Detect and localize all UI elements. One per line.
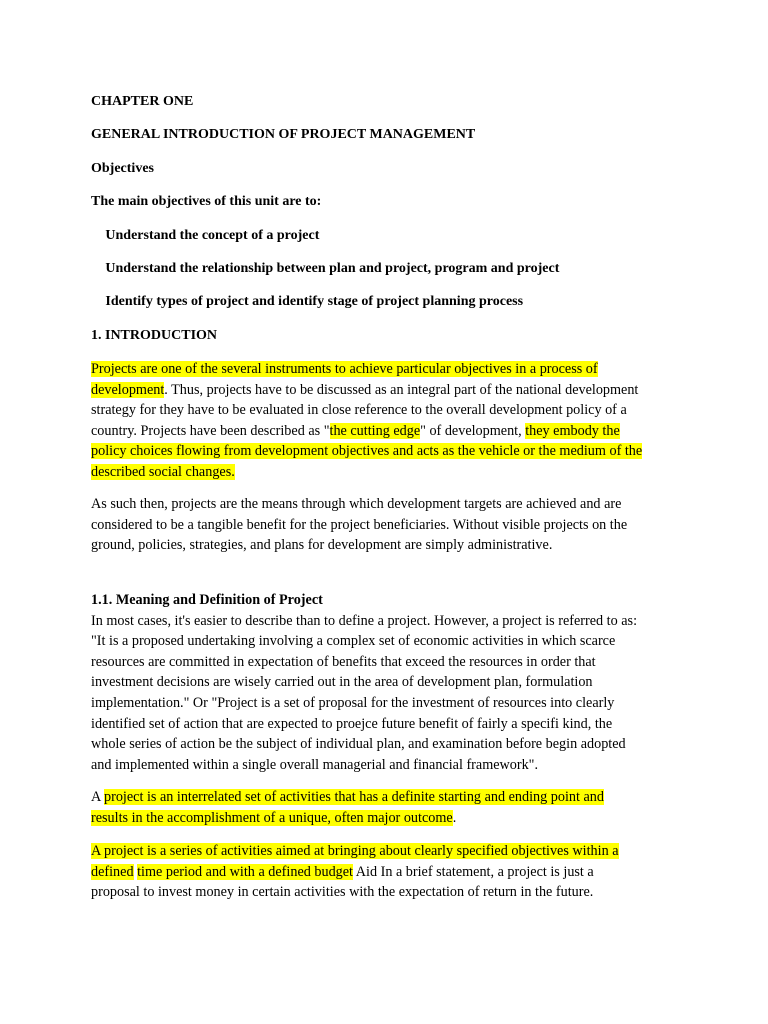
objective-text: Understand the concept of a project (91, 228, 305, 243)
chapter-title: GENERAL INTRODUCTION OF PROJECT MANAGEMENT (91, 127, 476, 142)
text-line (91, 380, 691, 401)
objective-item-3 (91, 294, 523, 310)
text-line: "It is a proposed undertaking involving a complex set of economic activities in which scarce (91, 633, 616, 650)
bullet-icon (91, 228, 102, 243)
definition-section (91, 590, 691, 775)
text-line (91, 808, 691, 829)
intro-paragraph-1 (91, 359, 691, 483)
plain-text: country. Projects have been described as " (91, 422, 330, 439)
text-line (91, 462, 691, 483)
objective-item-2 (91, 261, 559, 277)
text-line (91, 359, 691, 380)
plain-text: . (452, 809, 457, 826)
objective-text: Understand the relationship between plan and project, program and project (91, 261, 545, 276)
text-line (91, 862, 691, 883)
highlighted-text: Projects are one of the several instruments to achieve particular objectives in a process of (91, 361, 598, 377)
text-line: implementation." Or "Project is a set of proposal for the investment of resources into clearly (91, 694, 615, 711)
highlighted-text: project is an interrelated set of activities that has a definite starting and ending point and (104, 789, 604, 805)
highlighted-text: results in the accomplishment of a unique, often major outcome (91, 809, 453, 826)
text-line: investment decisions are wisely carried out in the area of development plan, formulation (91, 674, 593, 691)
project-series-paragraph (91, 841, 691, 903)
text-line: identified set of action that are expected to proejce future benefit of fairly a specifi kind, the (91, 715, 613, 732)
intro-paragraph-2 (91, 494, 691, 556)
text-line: strategy for they have to be evaluated in close reference to the overall development policy of a (91, 402, 627, 419)
text-line (91, 421, 691, 442)
text-line (91, 787, 691, 808)
highlighted-text: policy choices flowing from development objectives and acts as the vehicle or the medium of the (91, 443, 643, 460)
text-line: As such then, projects are the means through which development targets are achieved and are (91, 496, 622, 512)
plain-text: . Thus, projects have to be discussed as an integral part of the national development (164, 381, 639, 398)
text-line: whole series of action be the subject of individual plan, and examination before begin adopted (91, 736, 626, 753)
chapter-label: CHAPTER ONE (91, 94, 194, 109)
objective-text: Identify types of project and identify stage of project planning process (91, 294, 509, 309)
plain-text: " of development, (420, 422, 526, 439)
text-line: resources are committed in expectation of benefits that exceed the resources in order that (91, 653, 596, 670)
text-line: ground, policies, strategies, and plans for development are simply administrative. (91, 537, 553, 554)
text-line: proposal to invest money in certain activities with the expectation of return in the future. (91, 884, 594, 901)
highlighted-text: A project is a series of activities aimed at bringing about clearly specified objectives within a (91, 843, 619, 859)
plain-text: A (91, 789, 105, 805)
highlighted-text: described social changes. (91, 463, 235, 480)
highlighted-text: development (91, 381, 165, 398)
objectives-heading: Objectives (91, 161, 154, 176)
objective-item-1 (91, 228, 319, 244)
bullet-icon (91, 294, 102, 309)
text-line: In most cases, it's easier to describe than to define a project. However, a project is referred to as: (91, 612, 638, 629)
highlighted-text: defined (91, 863, 134, 880)
section-heading: 1.1. Meaning and Definition of Project (91, 592, 323, 608)
text-line: considered to be a tangible benefit for the project beneficiaries. Without visible projects on the (91, 516, 628, 533)
highlighted-text: they embody the (525, 422, 620, 439)
objectives-intro: The main objectives of this unit are to: (91, 194, 322, 209)
plain-text: Aid In a brief statement, a project is just a (353, 863, 594, 880)
bullet-icon (91, 261, 102, 276)
text-line (91, 441, 691, 462)
intro-heading: 1. INTRODUCTION (91, 328, 218, 343)
project-definition-paragraph (91, 787, 691, 828)
text-line: and implemented within a single overall managerial and financial framework". (91, 756, 539, 773)
highlighted-text: the cutting edge (329, 422, 421, 439)
highlighted-text: time period and with a defined budget (137, 863, 353, 880)
text-line (91, 841, 691, 862)
